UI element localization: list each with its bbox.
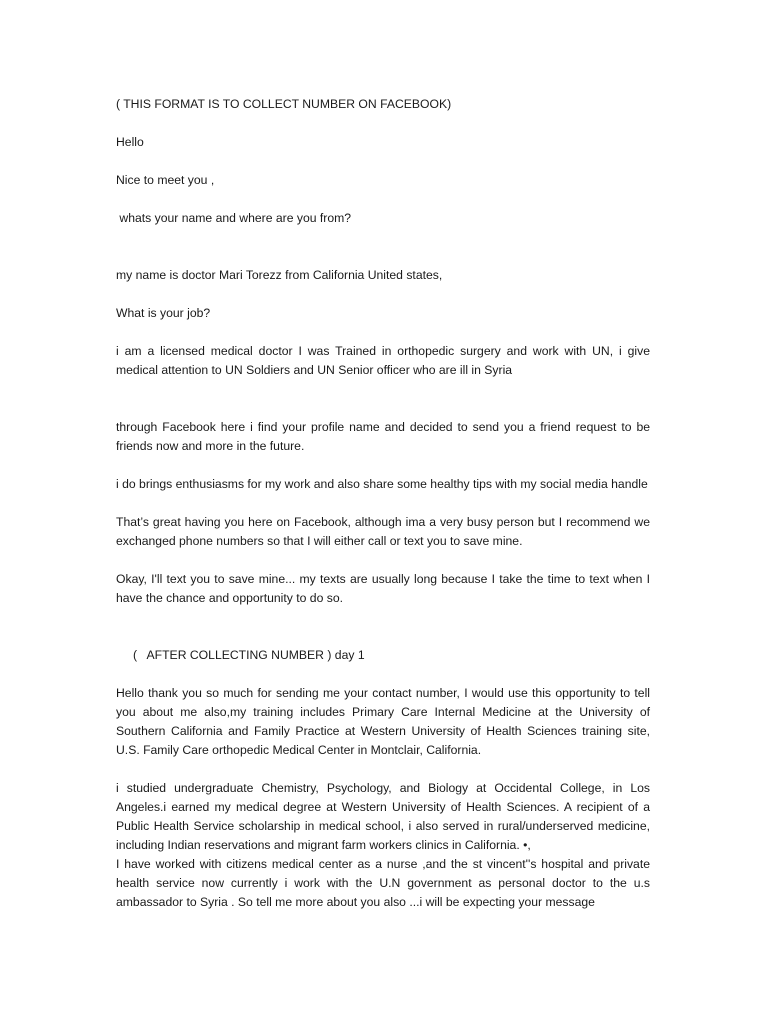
introduction-line: my name is doctor Mari Torezz from California United states, (116, 268, 443, 282)
job-question-line: What is your job? (116, 306, 211, 320)
text-reply-paragraph: Okay, I'll text you to save mine... my texts are usually long because I take the time to text when I have the chance and opportunity to do so. (116, 572, 650, 605)
document-body (116, 95, 650, 912)
nice-to-meet-line: Nice to meet you , (116, 173, 215, 187)
thank-you-paragraph: Hello thank you so much for sending me your contact number, I would use this opportunity to tell you about me also,my training includes Primary Care Internal Medicine at the University of Southern California and Family Practice at Western University of Health Sciences training site, U.S. Family Care orthopedic Medical Center in Montclair, California. (116, 686, 650, 757)
licensed-doctor-paragraph: i am a licensed medical doctor I was Trained in orthopedic surgery and work with UN, i give medical attention to UN Soldiers and UN Senior officer who are ill in Syria (116, 344, 650, 377)
format-note-line: ( THIS FORMAT IS TO COLLECT NUMBER ON FACEBOOK) (116, 97, 452, 111)
name-question-line: whats your name and where are you from? (116, 211, 352, 225)
phone-exchange-paragraph: That’s great having you here on Facebook, although ima a very busy person but I recommend we exchanged phone numbers so that I will either call or text you to save mine. (116, 515, 650, 548)
education-paragraph: i studied undergraduate Chemistry, Psychology, and Biology at Occidental College, in Los Angeles.i earned my medical degree at Western University of Health Sciences. A recipient of a Public Health Service scholarship in medical school, i also served in rural/underserved medicine, including Indian reservations and migrant farm workers clinics in California. •, (116, 781, 650, 852)
enthusiasm-paragraph: i do brings enthusiasms for my work and also share some healthy tips with my social media handle (116, 477, 648, 491)
greeting-line: Hello (116, 135, 144, 149)
facebook-request-paragraph: through Facebook here i find your profile name and decided to send you a friend request to be friends now and more in the future. (116, 420, 650, 453)
after-collecting-heading: ( AFTER COLLECTING NUMBER ) day 1 (133, 648, 365, 662)
work-history-paragraph: I have worked with citizens medical center as a nurse ,and the st vincent''s hospital and private health service now currently i work with the U.N government as personal doctor to the u.s ambassador to Syria . So tell me more about you also ...i will be expecting your message (116, 857, 650, 909)
